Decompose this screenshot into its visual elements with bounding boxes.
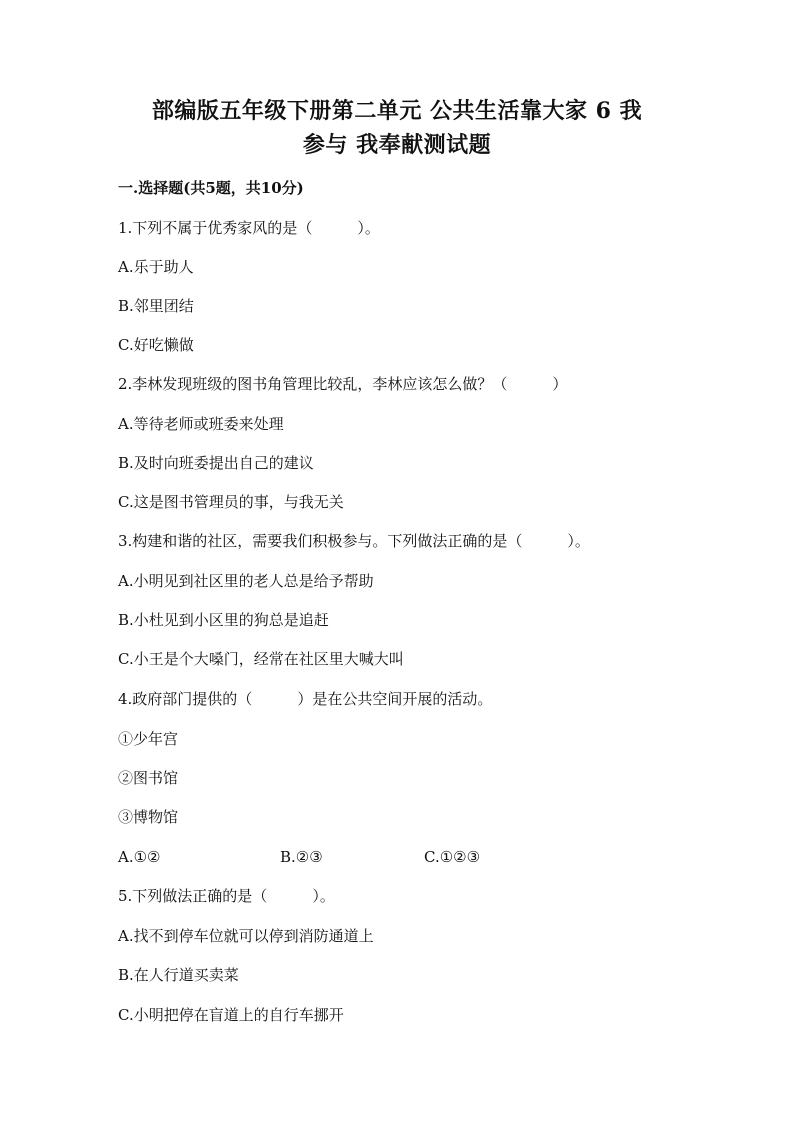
- question-3-option-b: B.小杜见到小区里的狗总是追赶: [118, 611, 329, 629]
- question-3-stem: 3.构建和谐的社区，需要我们积极参与。下列做法正确的是（ ）。: [118, 532, 590, 550]
- question-3-option-a: A.小明见到社区里的老人总是给予帮助: [118, 572, 374, 590]
- question-5-option-c: C.小明把停在盲道上的自行车挪开: [118, 1006, 344, 1024]
- question-1-stem: 1.下列不属于优秀家风的是（ ）。: [118, 219, 380, 237]
- question-1-option-b: B.邻里团结: [118, 297, 194, 315]
- question-5-option-a: A.找不到停车位就可以停到消防通道上: [118, 927, 374, 945]
- question-5-stem: 5.下列做法正确的是（ ）。: [118, 887, 335, 905]
- question-3-option-c: C.小王是个大嗓门，经常在社区里大喊大叫: [118, 650, 404, 668]
- page-title-line-2: 参与 我奉献测试题: [302, 132, 492, 158]
- question-2-option-a: A.等待老师或班委来处理: [118, 415, 284, 433]
- question-1-option-a: A.乐于助人: [118, 258, 194, 276]
- question-4-option-a: A.①②: [118, 848, 161, 866]
- question-2-option-c: C.这是图书管理员的事，与我无关: [118, 493, 344, 511]
- question-4-option-b: B.②③: [280, 848, 323, 866]
- question-5-option-b: B.在人行道买卖菜: [118, 966, 239, 984]
- question-4-stem: 4.政府部门提供的（ ）是在公共空间开展的活动。: [118, 690, 493, 708]
- question-2-option-b: B.及时向班委提出自己的建议: [118, 454, 314, 472]
- question-1-option-c: C.好吃懒做: [118, 336, 194, 354]
- question-4-item-1: ①少年宫: [118, 730, 179, 748]
- section-heading: 一.选择题(共5题，共10分): [118, 179, 304, 197]
- question-4-item-3: ③博物馆: [118, 808, 179, 826]
- question-2-stem: 2.李林发现班级的图书角管理比较乱，李林应该怎么做？（ ）: [118, 375, 568, 393]
- page-title-line-1: 部编版五年级下册第二单元 公共生活靠大家 6 我: [151, 98, 643, 124]
- question-4-item-2: ②图书馆: [118, 769, 179, 787]
- question-4-option-c: C.①②③: [424, 848, 481, 866]
